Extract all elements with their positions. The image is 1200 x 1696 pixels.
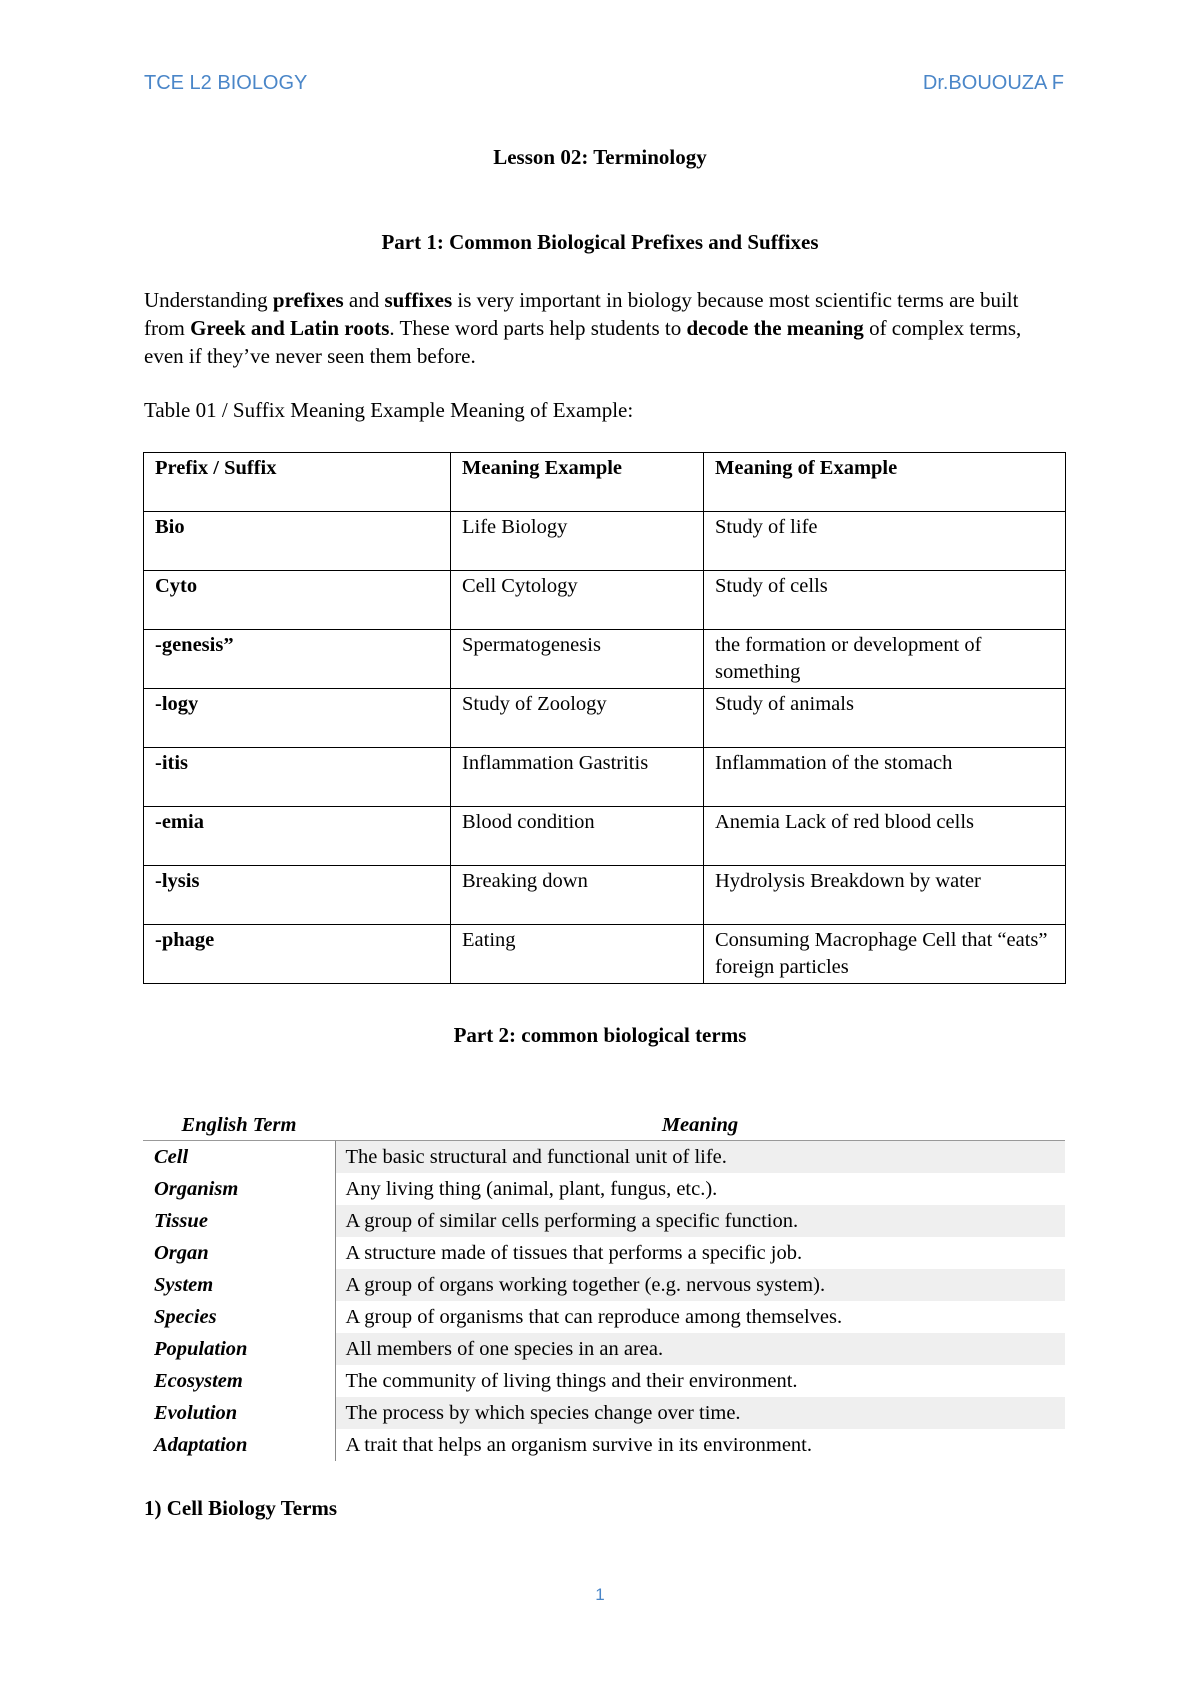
term-cell: Species xyxy=(143,1301,335,1333)
meaning-example-cell: Study of Zoology xyxy=(451,689,704,748)
term-meaning-cell: The basic structural and functional unit of life. xyxy=(335,1141,1065,1174)
prefix-table-row xyxy=(144,630,1066,689)
term-row xyxy=(143,1365,1065,1397)
intro-emphasis: prefixes xyxy=(272,288,344,312)
intro-text: and xyxy=(343,288,385,312)
meaning-example-cell: Life Biology xyxy=(451,512,704,571)
meaning-of-example-cell: Anemia Lack of red blood cells xyxy=(704,807,1066,866)
intro-emphasis: suffixes xyxy=(384,288,453,312)
prefix-suffix-cell: Bio xyxy=(144,512,451,571)
term-cell: Tissue xyxy=(143,1205,335,1237)
term-cell: Ecosystem xyxy=(143,1365,335,1397)
term-cell: System xyxy=(143,1269,335,1301)
term-cell: Evolution xyxy=(143,1397,335,1429)
prefix-suffix-cell: -logy xyxy=(144,689,451,748)
term-row xyxy=(143,1429,1065,1461)
meaning-example-cell: Breaking down xyxy=(451,866,704,925)
table-caption: Table 01 / Suffix Meaning Example Meaning of Example: xyxy=(144,398,634,422)
lesson-title: Lesson 02: Terminology xyxy=(493,145,707,169)
intro-text: of complex terms, even if they’ve never seen them before. xyxy=(144,316,1022,368)
header-author: Dr.BOUOUZA F xyxy=(922,72,1064,94)
meaning-of-example-cell: the formation or development of something xyxy=(704,630,1066,689)
term-meaning-cell: A group of organisms that can reproduce among themselves. xyxy=(345,1306,843,1328)
term-row xyxy=(143,1301,1065,1333)
part2-title: Part 2: common biological terms xyxy=(453,1023,747,1047)
term-meaning-cell: The process by which species change over time. xyxy=(335,1397,1065,1429)
biological-terms-table xyxy=(143,1105,1065,1461)
term-row xyxy=(143,1237,1065,1269)
term-cell: Adaptation xyxy=(143,1429,335,1461)
section-heading-cell-biology: 1) Cell Biology Terms xyxy=(144,1496,338,1520)
term-cell: Organism xyxy=(143,1173,335,1205)
meaning-of-example-cell: Study of life xyxy=(704,512,1066,571)
prefix-table-row xyxy=(144,748,1066,807)
meaning-of-example-cell: Inflammation of the stomach xyxy=(704,748,1066,807)
terms-header-meaning: Meaning xyxy=(335,1105,1065,1141)
term-row xyxy=(143,1333,1065,1365)
term-row xyxy=(143,1173,1065,1205)
meaning-example-cell: Blood condition xyxy=(451,807,704,866)
prefix-table-row xyxy=(144,925,1066,984)
meaning-example-cell: Spermatogenesis xyxy=(451,630,704,689)
meaning-example-cell: Eating xyxy=(451,925,704,984)
term-meaning-cell: Any living thing (animal, plant, fungus, etc.). xyxy=(345,1178,718,1200)
intro-text: Understanding xyxy=(144,288,273,312)
prefix-table-row xyxy=(144,571,1066,630)
term-meaning-cell: A structure made of tissues that performs a specific job. xyxy=(345,1242,803,1264)
prefix-suffix-cell: -phage xyxy=(144,925,451,984)
term-meaning-cell: A trait that helps an organism survive in its environment. xyxy=(345,1434,812,1456)
intro-emphasis: decode the meaning xyxy=(686,316,864,340)
prefix-table-header-cell: Meaning of Example xyxy=(704,453,1066,512)
part1-title: Part 1: Common Biological Prefixes and Suffixes xyxy=(381,230,819,254)
term-row xyxy=(143,1141,1065,1174)
term-row xyxy=(143,1205,1065,1237)
intro-paragraph xyxy=(144,286,1064,370)
term-meaning-cell: A group of organs working together (e.g. nervous system). xyxy=(335,1269,1065,1301)
term-meaning-cell: A group of similar cells performing a specific function. xyxy=(335,1205,1065,1237)
prefix-table-row xyxy=(144,807,1066,866)
prefix-table-row xyxy=(144,866,1066,925)
meaning-of-example-cell: Study of animals xyxy=(704,689,1066,748)
term-cell: Organ xyxy=(143,1237,335,1269)
term-cell: Population xyxy=(143,1333,335,1365)
terms-header-term: English Term xyxy=(143,1105,335,1141)
meaning-of-example-cell: Study of cells xyxy=(704,571,1066,630)
intro-emphasis: Greek and Latin roots xyxy=(190,316,390,340)
meaning-example-cell: Cell Cytology xyxy=(451,571,704,630)
prefix-table-row xyxy=(144,512,1066,571)
prefix-suffix-cell: Cyto xyxy=(144,571,451,630)
header-course: TCE L2 BIOLOGY xyxy=(144,72,308,94)
prefix-suffix-cell: -lysis xyxy=(144,866,451,925)
meaning-of-example-cell: Hydrolysis Breakdown by water xyxy=(704,866,1066,925)
prefix-suffix-cell: -genesis” xyxy=(144,630,451,689)
intro-text: is very important in biology because most scientific terms are built from xyxy=(144,288,1019,340)
meaning-example-cell: Inflammation Gastritis xyxy=(451,748,704,807)
term-row xyxy=(143,1397,1065,1429)
prefix-table-row xyxy=(144,689,1066,748)
prefix-table-header-cell: Meaning Example xyxy=(451,453,704,512)
prefix-suffix-table xyxy=(143,452,1066,984)
term-cell: Cell xyxy=(143,1141,335,1174)
meaning-of-example-cell: Consuming Macrophage Cell that “eats” foreign particles xyxy=(704,925,1066,984)
intro-text: . These word parts help students to xyxy=(389,316,687,340)
term-row xyxy=(143,1269,1065,1301)
prefix-suffix-cell: -emia xyxy=(144,807,451,866)
term-meaning-cell: All members of one species in an area. xyxy=(335,1333,1065,1365)
prefix-table-header-cell: Prefix / Suffix xyxy=(144,453,451,512)
page-number: 1 xyxy=(595,1585,605,1604)
term-meaning-cell: The community of living things and their environment. xyxy=(345,1370,798,1392)
prefix-suffix-cell: -itis xyxy=(144,748,451,807)
prefix-table-header-row xyxy=(144,453,1066,512)
